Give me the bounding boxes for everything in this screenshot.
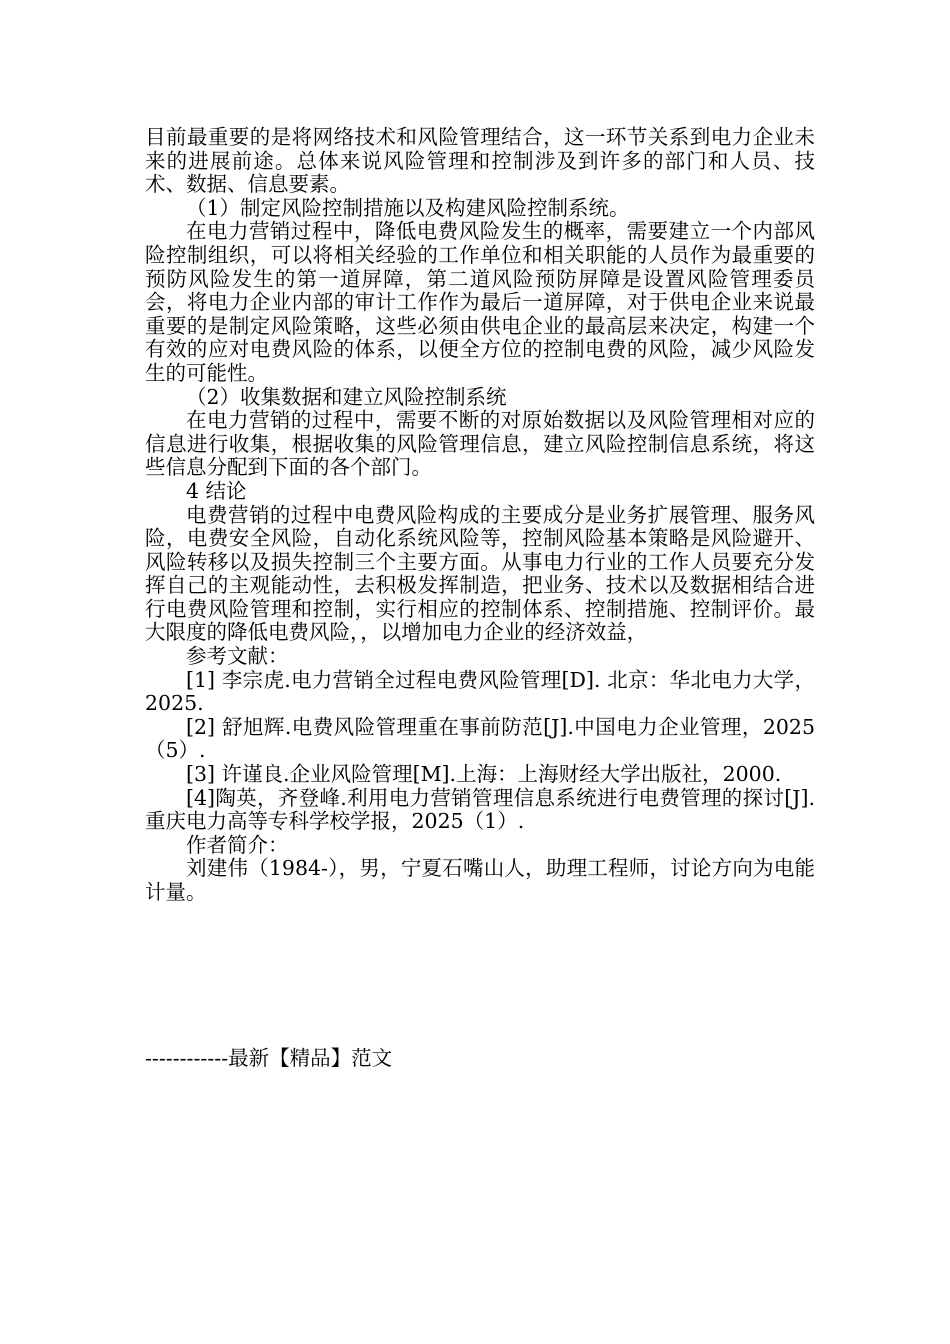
reference-item-3: [3] 许谨良.企业风险管理[M].上海：上海财经大学出版社，2000. bbox=[186, 762, 782, 787]
references-heading: 参考文献： bbox=[186, 644, 289, 669]
footer-label: ------------最新【精品】范文 bbox=[145, 1046, 393, 1070]
paragraph-risk-control: 在电力营销过程中，降低电费风险发生的概率，需要建立一个内部风险控制组织，可以将相关经验的工作单位和相关职能的人员作为最重要的预防风险发生的第一道屏障，第二道风险预防屏障是设置风险管理委员会，将电力企业内部的审计工作作为最后一道屏障，对于供电企业来说最重要的是制定风险策略，这些必须由供电企业的最高层来决定，构建一个有效的应对电费风险的体系，以便全方位的控制电费的风险，减少风险发生的可能性。 bbox=[145, 219, 815, 385]
document-body bbox=[145, 126, 815, 905]
section-heading-conclusion: 4 结论 bbox=[186, 478, 247, 503]
section-heading-2: （2）收集数据和建立风险控制系统 bbox=[186, 384, 507, 409]
reference-item-4: [4]陶英，齐登峰.利用电力营销管理信息系统进行电费管理的探讨[J].重庆电力高等专科学校学报，2025（1）. bbox=[145, 785, 815, 834]
reference-item-2: [2] 舒旭辉.电费风险管理重在事前防范[J].中国电力企业管理，2025（5）. bbox=[145, 714, 815, 763]
section-heading-1: （1）制定风险控制措施以及构建风险控制系统。 bbox=[186, 195, 630, 220]
reference-item-1: [1] 李宗虎.电力营销全过程电费风险管理[D]. 北京：华北电力大学，2025. bbox=[145, 667, 815, 716]
paragraph-conclusion: 电费营销的过程中电费风险构成的主要成分是业务扩展管理、服务风险，电费安全风险，自动化系统风险等，控制风险基本策略是风险避开、风险转移以及损失控制三个主要方面。从事电力行业的工作人员要充分发挥自己的主观能动性，去积极发挥制造，把业务、技术以及数据相结合进行电费风险管理和控制，实行相应的控制体系、控制措施、控制评价。最大限度的降低电费风险，，以增加电力企业的经济效益， bbox=[145, 502, 815, 645]
author-heading: 作者简介： bbox=[186, 832, 289, 857]
paragraph-intro: 目前最重要的是将网络技术和风险管理结合，这一环节关系到电力企业未来的进展前途。总体来说风险管理和控制涉及到许多的部门和人员、技术、数据、信息要素。 bbox=[145, 125, 815, 197]
author-bio: 刘建伟（1984-），男，宁夏石嘴山人，助理工程师，讨论方向为电能计量。 bbox=[145, 856, 815, 904]
paragraph-data-collection: 在电力营销的过程中，需要不断的对原始数据以及风险管理相对应的信息进行收集，根据收集的风险管理信息，建立风险控制信息系统，将这些信息分配到下面的各个部门。 bbox=[145, 408, 815, 480]
